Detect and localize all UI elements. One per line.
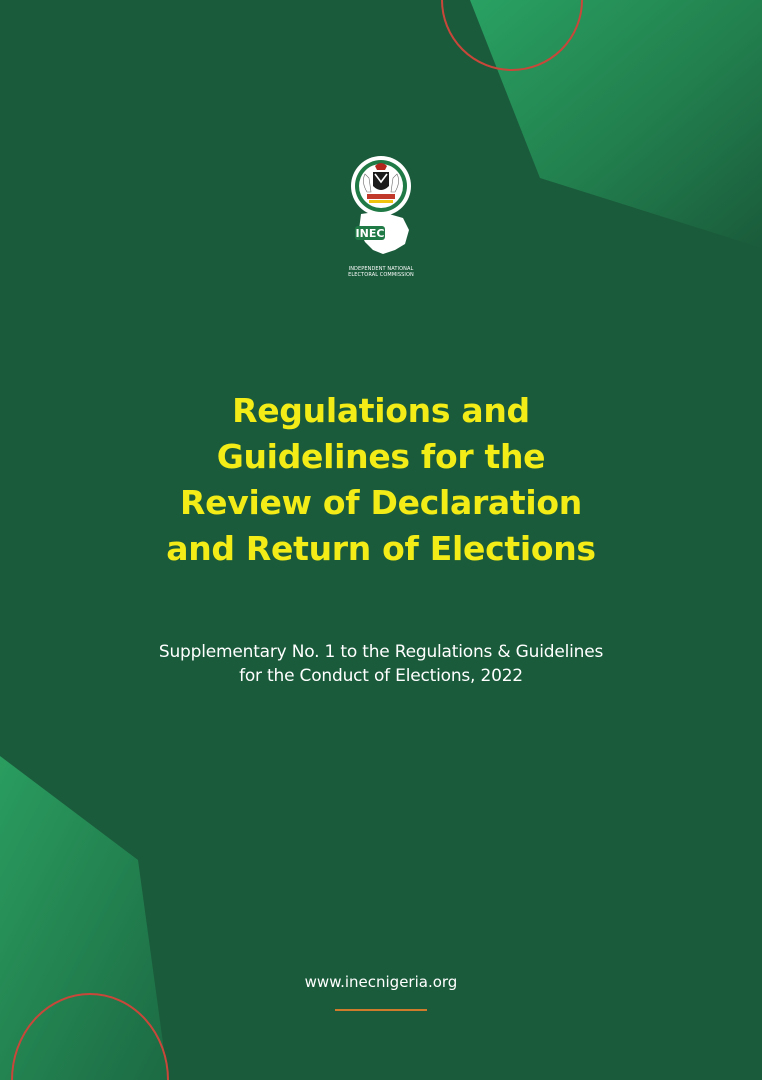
title-line-3: Review of Declaration — [180, 483, 582, 522]
website-url: www.inecnigeria.org — [304, 973, 458, 991]
footer-rule — [335, 1009, 427, 1011]
inec-badge-text: INEC — [355, 227, 385, 240]
title-line-4: and Return of Elections — [166, 529, 596, 568]
subtitle-line-1: Supplementary No. 1 to the Regulations & Guidelines — [158, 642, 604, 662]
title-line-2: Guidelines for the — [216, 437, 546, 476]
subtitle-line-2: for the Conduct of Elections, 2022 — [239, 666, 523, 686]
inec-coat-of-arms-logo-icon — [331, 152, 431, 264]
emblem-ribbon — [369, 200, 393, 203]
logo-caption — [331, 266, 431, 278]
inec-logo — [331, 152, 431, 282]
emblem-base — [367, 194, 395, 199]
title-line-1: Regulations and — [232, 391, 530, 430]
logo-caption-line-1: INDEPENDENT NATIONAL — [348, 266, 414, 272]
document-subtitle — [80, 640, 682, 688]
document-title — [80, 388, 682, 572]
logo-caption-line-2: ELECTORAL COMMISSION — [348, 272, 414, 278]
